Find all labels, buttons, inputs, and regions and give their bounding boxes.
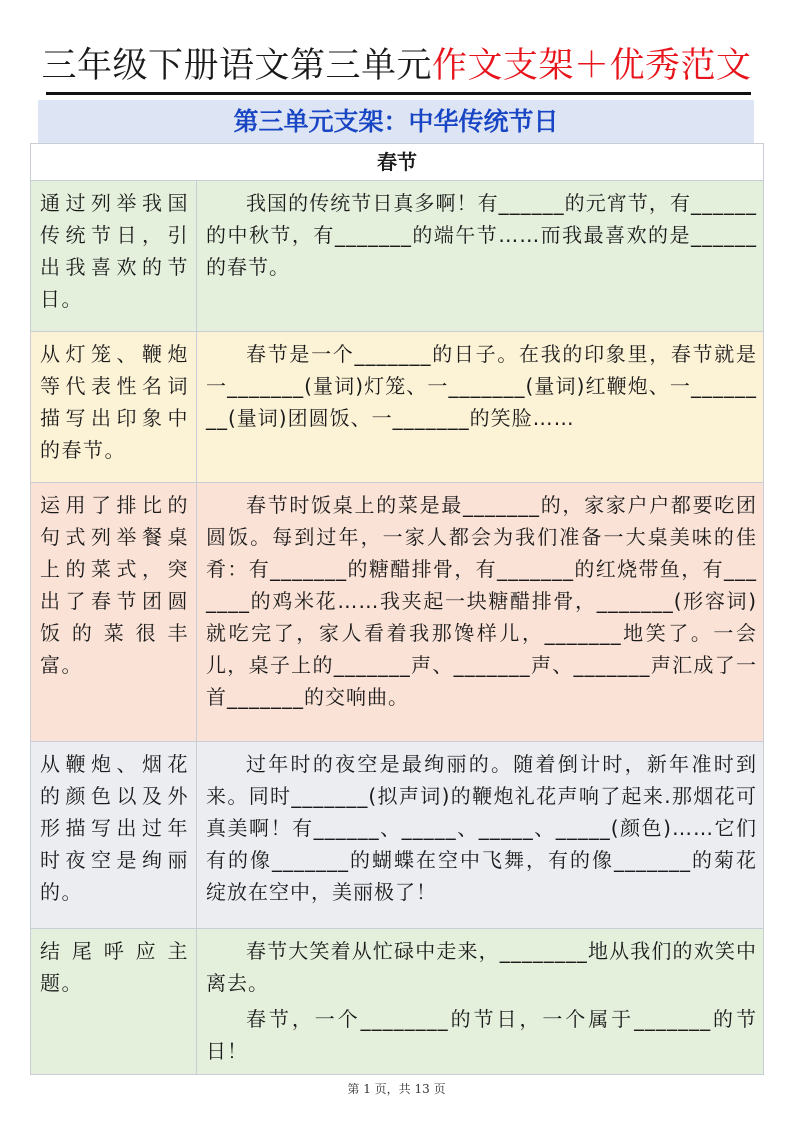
section-banner: 第三单元支架：中华传统节日: [38, 100, 754, 144]
model-text: [197, 332, 764, 483]
model-text: [197, 929, 764, 1075]
model-paragraph: 春节是一个_______的日子。在我的印象里，春节就是一_______(量词)灯笼、一_______(量词)红鞭炮、一________(量词)团圆饭、一_______的笑脸……: [206, 342, 757, 430]
model-text: [197, 181, 764, 332]
model-paragraph: 春节时饭桌上的菜是最_______的，家家户户都要吃团圆饭。每到过年，一家人都会为我们准备一大桌美味的佳肴：有_______的糖醋排骨，有_______的红烧带鱼，有_______的鸡米花……我夹起一块糖醋排骨，_______(形容词)就吃完了，家人看着我那馋样儿，_______地笑了。一会儿，桌子上的_______声、_______声、_______声汇成了一首_______的交响曲。: [206, 493, 757, 709]
table-row: [31, 181, 764, 332]
guide-note: 从灯笼、鞭炮等代表性名词描写出印象中的春节。: [31, 332, 197, 483]
table-header-row: [31, 144, 764, 181]
guide-note: 运用了排比的句式列举餐桌上的菜式，突出了春节团圆饭的菜很丰富。: [31, 483, 197, 742]
document-title: [30, 40, 763, 92]
model-paragraph: 过年时的夜空是最绚丽的。随着倒计时，新年准时到来。同时_______(拟声词)的鞭炮礼花声响了起来.那烟花可真美啊！有______、_____、_____、_____(颜色)……它们有的像_______的蝴蝶在空中飞舞，有的像_______的菊花绽放在空中，美丽极了！: [206, 752, 757, 904]
title-black-part: 三年级下册语文第三单元: [41, 46, 432, 86]
title-red-part: 作文支架＋优秀范文: [432, 46, 752, 86]
table-row: [31, 929, 764, 1075]
model-paragraph: 我国的传统节日真多啊！有______的元宵节，有______的中秋节，有_______的端午节……而我最喜欢的是______的春节。: [206, 191, 757, 279]
table-header: 春节: [31, 144, 764, 181]
title-underline: [46, 92, 751, 95]
model-paragraph: 春节大笑着从忙碌中走来，________地从我们的欢笑中离去。: [206, 939, 757, 995]
table-row: [31, 483, 764, 742]
model-paragraph: 春节，一个________的节日，一个属于_______的节日！: [206, 1007, 757, 1063]
guide-note: 通过列举我国传统节日，引出我喜欢的节日。: [31, 181, 197, 332]
table-row: [31, 742, 764, 929]
guide-note: 从鞭炮、烟花的颜色以及外形描写出过年时夜空是绚丽的。: [31, 742, 197, 929]
guide-note: 结尾呼应主题。: [31, 929, 197, 1075]
writing-frame-table: [30, 143, 764, 1075]
model-text: [197, 483, 764, 742]
page-number: 第 1 页，共 13 页: [347, 1082, 446, 1096]
model-text: [197, 742, 764, 929]
table-row: [31, 332, 764, 483]
